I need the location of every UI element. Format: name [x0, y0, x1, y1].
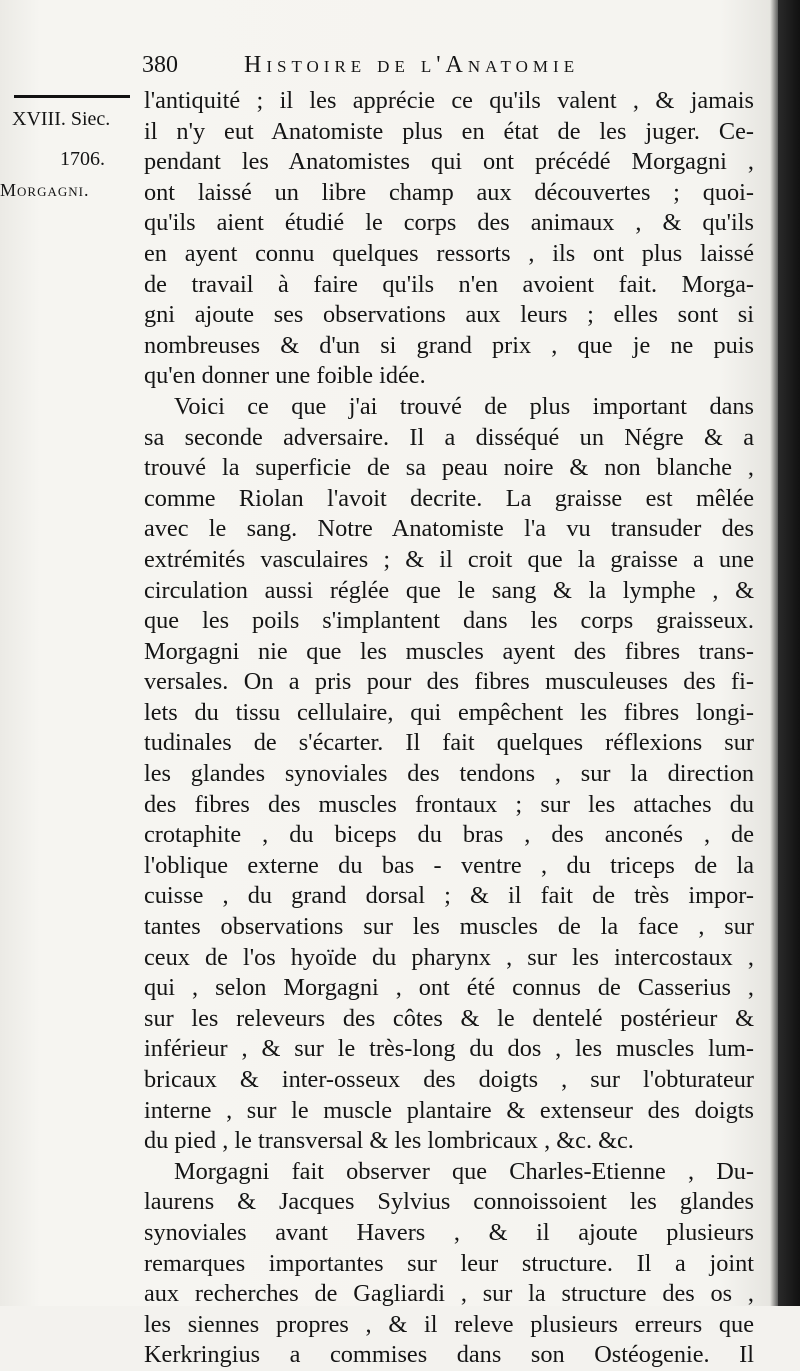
margin-note-year: 1706. [60, 148, 105, 170]
text-line: extrémités vasculaires ; & il croit que la graisse a une [144, 545, 754, 573]
text-line: de travail à faire qu'ils n'en avoient fait. Morga- [144, 270, 754, 298]
text-line: remarques importantes sur leur structure. Il a joint [144, 1249, 754, 1277]
text-line: les glandes synoviales des tendons , sur la direction [144, 760, 754, 788]
text-line: du pied , le transversal & les lombricaux , &c. &c. [144, 1127, 634, 1155]
text-line: qu'ils aient étudié le corps des animaux , & qu'ils [144, 209, 754, 237]
text-line: aux recherches de Gagliardi , sur la structure des os , [144, 1280, 754, 1308]
text-line: inférieur , & sur le très-long du dos , les muscles lum- [144, 1035, 754, 1063]
text-line: sa seconde adversaire. Il a disséqué un Négre & a [144, 423, 754, 451]
text-line: sur les releveurs des côtes & le dentelé postérieur & [144, 1004, 754, 1032]
page-number: 380 [142, 52, 178, 78]
text-line: l'oblique externe du bas - ventre , du triceps de la [144, 851, 754, 879]
text-line: circulation aussi réglée que le sang & la lymphe , & [144, 576, 754, 604]
text-line: gni ajoute ses observations aux leurs ; elles sont si [144, 301, 754, 329]
text-line: en ayent connu quelques ressorts , ils ont plus laissé [144, 239, 754, 267]
text-line: bricaux & inter-osseux des doigts , sur l'obturateur [144, 1066, 754, 1093]
text-line: il n'y eut Anatomiste plus en état de les juger. Ce- [144, 117, 754, 145]
text-line: Morgagni fait observer que Charles-Etienne , Du- [174, 1157, 754, 1185]
page-edge-shadow [778, 0, 800, 1306]
text-line: ceux de l'os hyoïde du pharynx , sur les intercostaux , [144, 943, 754, 971]
text-line: avec le sang. Notre Anatomiste l'a vu transuder des [144, 515, 754, 543]
text-line: ont laissé un libre champ aux découvertes ; quoi- [144, 178, 754, 206]
text-line: pendant les Anatomistes qui ont précédé Morgagni , [144, 148, 754, 176]
margin-rule [14, 95, 130, 98]
text-line: tudinales de s'écarter. Il fait quelques réflexions sur [144, 729, 754, 757]
text-line: qu'en donner une foible idée. [144, 362, 426, 390]
text-line: laurens & Jacques Sylvius connoissoient les glandes [144, 1188, 754, 1216]
text-line: les siennes propres , & il releve plusieurs erreurs que [144, 1310, 754, 1338]
margin-note-name: Morgagni. [0, 180, 90, 200]
text-line: synoviales avant Havers , & il ajoute plusieurs [144, 1218, 754, 1246]
text-line: des fibres des muscles frontaux ; sur les attaches du [144, 790, 754, 818]
text-line: nombreuses & d'un si grand prix , que je ne puis [144, 331, 754, 359]
text-line: interne , sur le muscle plantaire & extenseur des doigts [144, 1096, 754, 1124]
text-line: crotaphite , du biceps du bras , des anconés , de [144, 821, 754, 849]
text-line: cuisse , du grand dorsal ; & il fait de très impor- [144, 882, 754, 910]
text-line: comme Riolan l'avoit decrite. La graisse est mêlée [144, 484, 754, 512]
text-line: qui , selon Morgagni , ont été connus de Casserius , [144, 974, 754, 1002]
text-line: trouvé la superficie de sa peau noire & non blanche , [144, 454, 754, 482]
text-line: tantes observations sur les muscles de la face , sur [144, 913, 754, 941]
text-line: l'antiquité ; il les apprécie ce qu'ils valent , & jamais [144, 87, 754, 114]
body-text [144, 86, 754, 1371]
text-line: Kerkringius a commises dans son Ostéogenie. Il [144, 1341, 754, 1369]
text-line: Morgagni nie que les muscles ayent des fibres trans- [144, 637, 754, 665]
text-line: Voici ce que j'ai trouvé de plus important dans [174, 392, 754, 420]
text-line: que les poils s'implantent dans les corps graisseux. [144, 607, 754, 635]
text-line: lets du tissu cellulaire, qui empêchent les fibres longi- [144, 698, 754, 726]
text-line: versales. On a pris pour des fibres musculeuses des fi- [144, 668, 754, 696]
running-title: Histoire de l'Anatomie [244, 52, 580, 78]
margin-note-century: XVIII. Siec. [12, 108, 111, 130]
